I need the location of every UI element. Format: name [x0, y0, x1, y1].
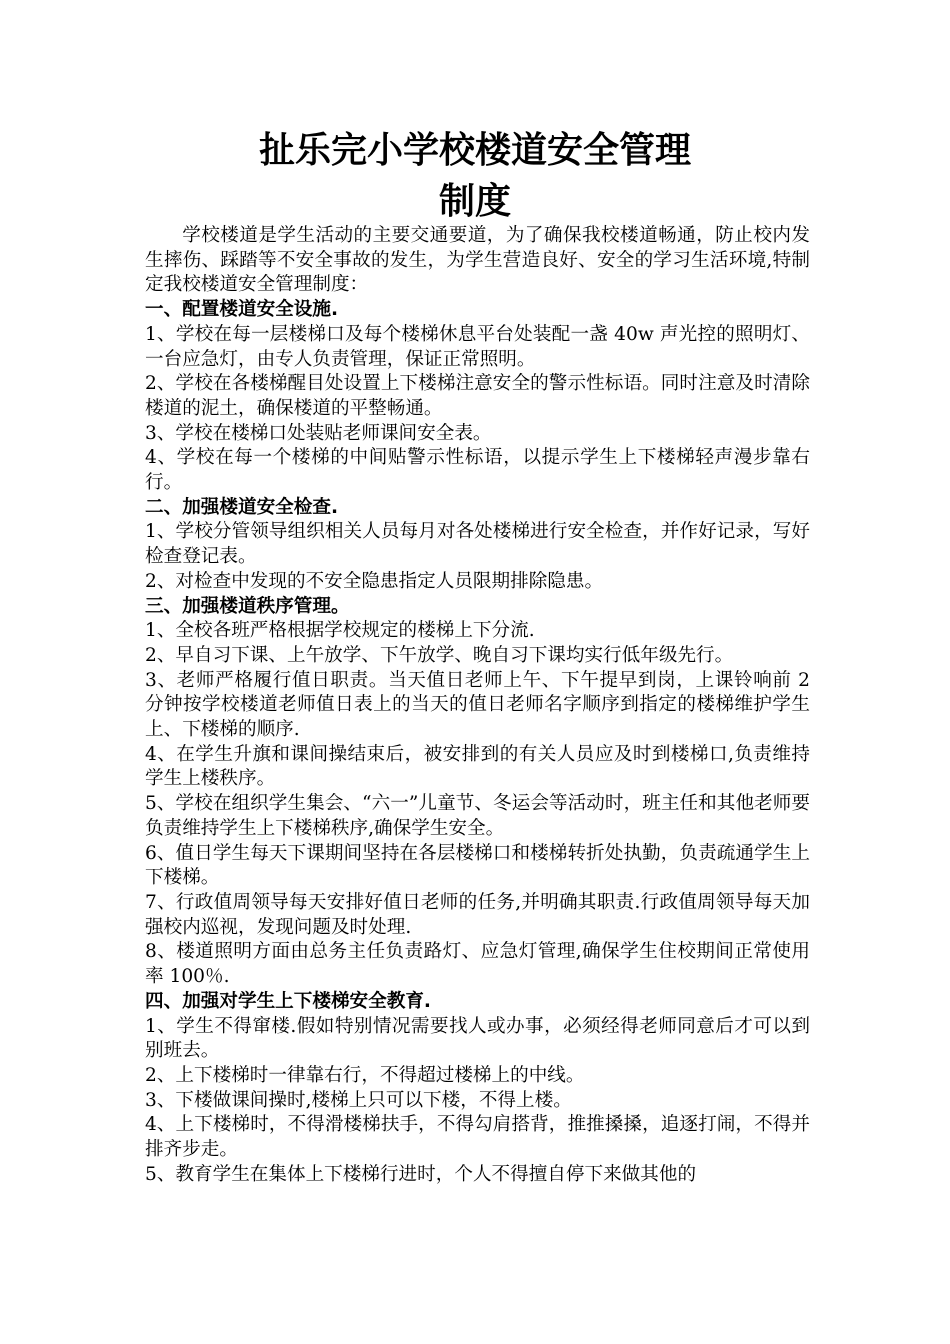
document-body	[145, 224, 810, 1187]
section-1-item-1: 1、学校在每一层楼梯口及每个楼梯休息平台处装配一盏 40w 声光控的照明灯、一台应急灯，由专人负责管理，保证正常照明。	[145, 323, 810, 370]
section-3-item-5: 5、学校在组织学生集会、“六一”儿童节、冬运会等活动时，班主任和其他老师要负责维持学生上下楼梯秩序,确保学生安全。	[145, 793, 810, 839]
section-3-item-2: 2、早自习下课、上午放学、下午放学、晚自习下课均实行低年级先行。	[145, 644, 734, 666]
section-4-item-2: 2、上下楼梯时一律靠右行，不得超过楼梯上的中线。	[145, 1064, 585, 1086]
section-4-item-5: 5、教育学生在集体上下楼梯行进时，个人不得擅自停下来做其他的	[145, 1163, 697, 1185]
section-1-item-3: 3、学校在楼梯口处装贴老师课间安全表。	[145, 422, 492, 444]
section-2-item-1: 1、学校分管领导组织相关人员每月对各处楼梯进行安全检查，并作好记录，写好检查登记表。	[145, 521, 810, 568]
section-4-heading: 四、加强对学生上下楼梯安全教育.	[145, 990, 431, 1012]
document-title-line-2: 制度	[438, 181, 511, 222]
intro-paragraph: 学校楼道是学生活动的主要交通要道，为了确保我校楼道畅通，防止校内发生摔伤、踩踏等不安全事故的发生，为学生营造良好、安全的学习生活环境,特制定我校楼道安全管理制度：	[145, 225, 810, 296]
section-2-item-2: 2、对检查中发现的不安全隐患指定人员限期排除隐患。	[145, 570, 604, 592]
section-1-heading: 一、配置楼道安全设施.	[145, 299, 339, 321]
section-3-item-8: 8、楼道照明方面由总务主任负责路灯、应急灯管理,确保学生住校期间正常使用率 100％.	[145, 941, 810, 988]
section-3-item-3: 3、老师严格履行值日职责。当天值日老师上午、下午提早到岗，上课铃响前 2 分钟按学校楼道老师值日表上的当天的值日老师名字顺序到指定的楼梯维护学生上、下楼梯的顺序.	[145, 669, 810, 741]
section-4-item-4: 4、上下楼梯时，不得滑楼梯扶手，不得勾肩搭背，推推搡搡，追逐打闹，不得并排齐步走。	[145, 1114, 810, 1161]
section-3-item-1: 1、全校各班严格根据学校规定的楼梯上下分流.	[145, 620, 535, 642]
section-3-item-6: 6、值日学生每天下课期间坚持在各层楼梯口和楼梯转折处执勤，负责疏通学生上下楼梯。	[145, 842, 810, 889]
section-3-item-4: 4、在学生升旗和课间操结束后，被安排到的有关人员应及时到楼梯口,负责维持学生上楼秩序。	[145, 743, 810, 790]
section-1-item-2: 2、学校在各楼梯醒目处设置上下楼梯注意安全的警示性标语。同时注意及时清除楼道的泥土，确保楼道的平整畅通。	[145, 373, 810, 419]
section-3-heading: 三、加强楼道秩序管理。	[145, 595, 350, 617]
section-3-item-7: 7、行政值周领导每天安排好值日老师的任务,并明确其职责.行政值周领导每天加强校内巡视，发现问题及时处理.	[145, 891, 810, 938]
section-4-item-1: 1、学生不得窜楼.假如特别情况需要找人或办事，必须经得老师同意后才可以到别班去。	[145, 1015, 810, 1062]
section-4-item-3: 3、下楼做课间操时,楼梯上只可以下楼，不得上楼。	[145, 1089, 572, 1111]
section-1-item-4: 4、学校在每一个楼梯的中间贴警示性标语，以提示学生上下楼梯轻声漫步靠右行。	[145, 447, 810, 494]
section-2-heading: 二、加强楼道安全检查.	[145, 496, 339, 518]
document-title-line-1: 扯乐完小学校楼道安全管理	[258, 130, 691, 171]
